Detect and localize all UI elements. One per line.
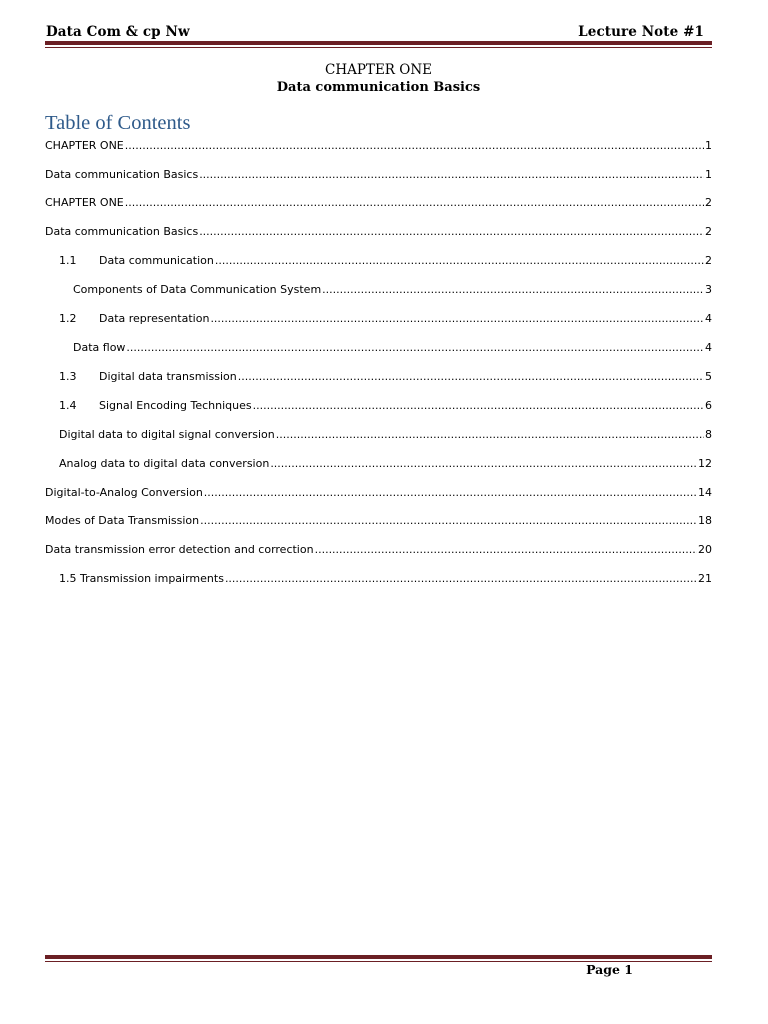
toc-leader-dots	[253, 399, 704, 412]
toc-entry-label: Digital data transmission	[99, 370, 237, 383]
toc-entry[interactable]	[45, 139, 712, 155]
toc-entry-page: 1	[705, 139, 712, 152]
toc-entry-label: Signal Encoding Techniques	[99, 399, 252, 412]
toc-entry-number: 1.4	[59, 399, 77, 412]
toc-entry-label: Data communication Basics	[45, 168, 199, 181]
toc-entry-label: Analog data to digital data conversion	[59, 457, 270, 470]
toc-entry[interactable]	[73, 283, 712, 299]
toc-entry-label: 1.5 Transmission impairments	[59, 572, 224, 585]
toc-entry-page: 18	[698, 514, 712, 527]
toc-entry-page: 1	[705, 168, 712, 181]
toc-entry-page: 2	[705, 254, 712, 267]
toc-entry-label: Data representation	[99, 312, 210, 325]
toc-entry-label: Digital-to-Analog Conversion	[45, 486, 203, 499]
toc-leader-dots	[204, 486, 697, 499]
footer-page-number: Page 1	[586, 962, 633, 977]
toc-entry-page: 20	[698, 543, 712, 556]
toc-entry-page: 8	[705, 428, 712, 441]
toc-entry-label: Digital data to digital signal conversion	[59, 428, 275, 441]
toc-leader-dots	[125, 139, 704, 152]
toc-entry-label: Components of Data Communication System	[73, 283, 322, 296]
toc-entry-page: 2	[705, 196, 712, 209]
toc-leader-dots	[215, 254, 704, 267]
toc-entry[interactable]	[59, 428, 712, 444]
toc-leader-dots	[225, 572, 697, 585]
header-course-title: Data Com & cp Nw	[46, 24, 190, 40]
toc-entry-page: 6	[705, 399, 712, 412]
toc-entry[interactable]	[59, 399, 712, 415]
toc-entry-label: Data communication Basics	[45, 225, 199, 238]
toc-leader-dots	[210, 312, 704, 325]
toc-entry[interactable]	[59, 254, 712, 270]
toc-entry[interactable]	[73, 341, 712, 357]
toc-entry-number: 1.1	[59, 254, 77, 267]
toc-entry-page: 3	[705, 283, 712, 296]
toc-entry-page: 21	[698, 572, 712, 585]
toc-heading: Table of Contents	[45, 112, 191, 134]
toc-entry-label: CHAPTER ONE	[45, 196, 124, 209]
toc-entry-label: Data flow	[73, 341, 126, 354]
toc-entry-label: Data transmission error detection and correction	[45, 543, 314, 556]
toc-entry[interactable]	[59, 370, 712, 386]
toc-leader-dots	[270, 457, 697, 470]
toc-entry-page: 5	[705, 370, 712, 383]
header-rule-thin	[45, 47, 712, 48]
chapter-title: CHAPTER ONE	[325, 62, 432, 78]
toc-entry[interactable]	[45, 196, 712, 212]
toc-entry-page: 4	[705, 341, 712, 354]
toc-entry[interactable]	[59, 457, 712, 473]
toc-entry[interactable]	[45, 225, 712, 241]
toc-entry-number: 1.3	[59, 370, 77, 383]
toc-entry-label: CHAPTER ONE	[45, 139, 124, 152]
toc-entry[interactable]	[45, 486, 712, 502]
toc-leader-dots	[199, 225, 704, 238]
toc-entry[interactable]	[59, 572, 712, 588]
toc-leader-dots	[276, 428, 704, 441]
toc-entry-number: 1.2	[59, 312, 77, 325]
toc-entry[interactable]	[45, 168, 712, 184]
toc-entry-page: 4	[705, 312, 712, 325]
toc-leader-dots	[126, 341, 704, 354]
toc-leader-dots	[199, 168, 704, 181]
toc-entry[interactable]	[59, 312, 712, 328]
toc-entry[interactable]	[45, 543, 712, 559]
toc-entry-label: Modes of Data Transmission	[45, 514, 200, 527]
toc-leader-dots	[200, 514, 697, 527]
toc-leader-dots	[125, 196, 704, 209]
toc-leader-dots	[322, 283, 704, 296]
header-lecture-note: Lecture Note #1	[578, 24, 704, 40]
toc-leader-dots	[238, 370, 704, 383]
header-rule-thick	[45, 41, 712, 45]
footer-rule-thick	[45, 955, 712, 959]
toc-entry-page: 12	[698, 457, 712, 470]
toc-entry-page: 2	[705, 225, 712, 238]
toc-entry-label: Data communication	[99, 254, 214, 267]
toc-entry-page: 14	[698, 486, 712, 499]
toc-leader-dots	[315, 543, 697, 556]
toc-entry[interactable]	[45, 514, 712, 530]
chapter-subtitle: Data communication Basics	[276, 80, 481, 95]
